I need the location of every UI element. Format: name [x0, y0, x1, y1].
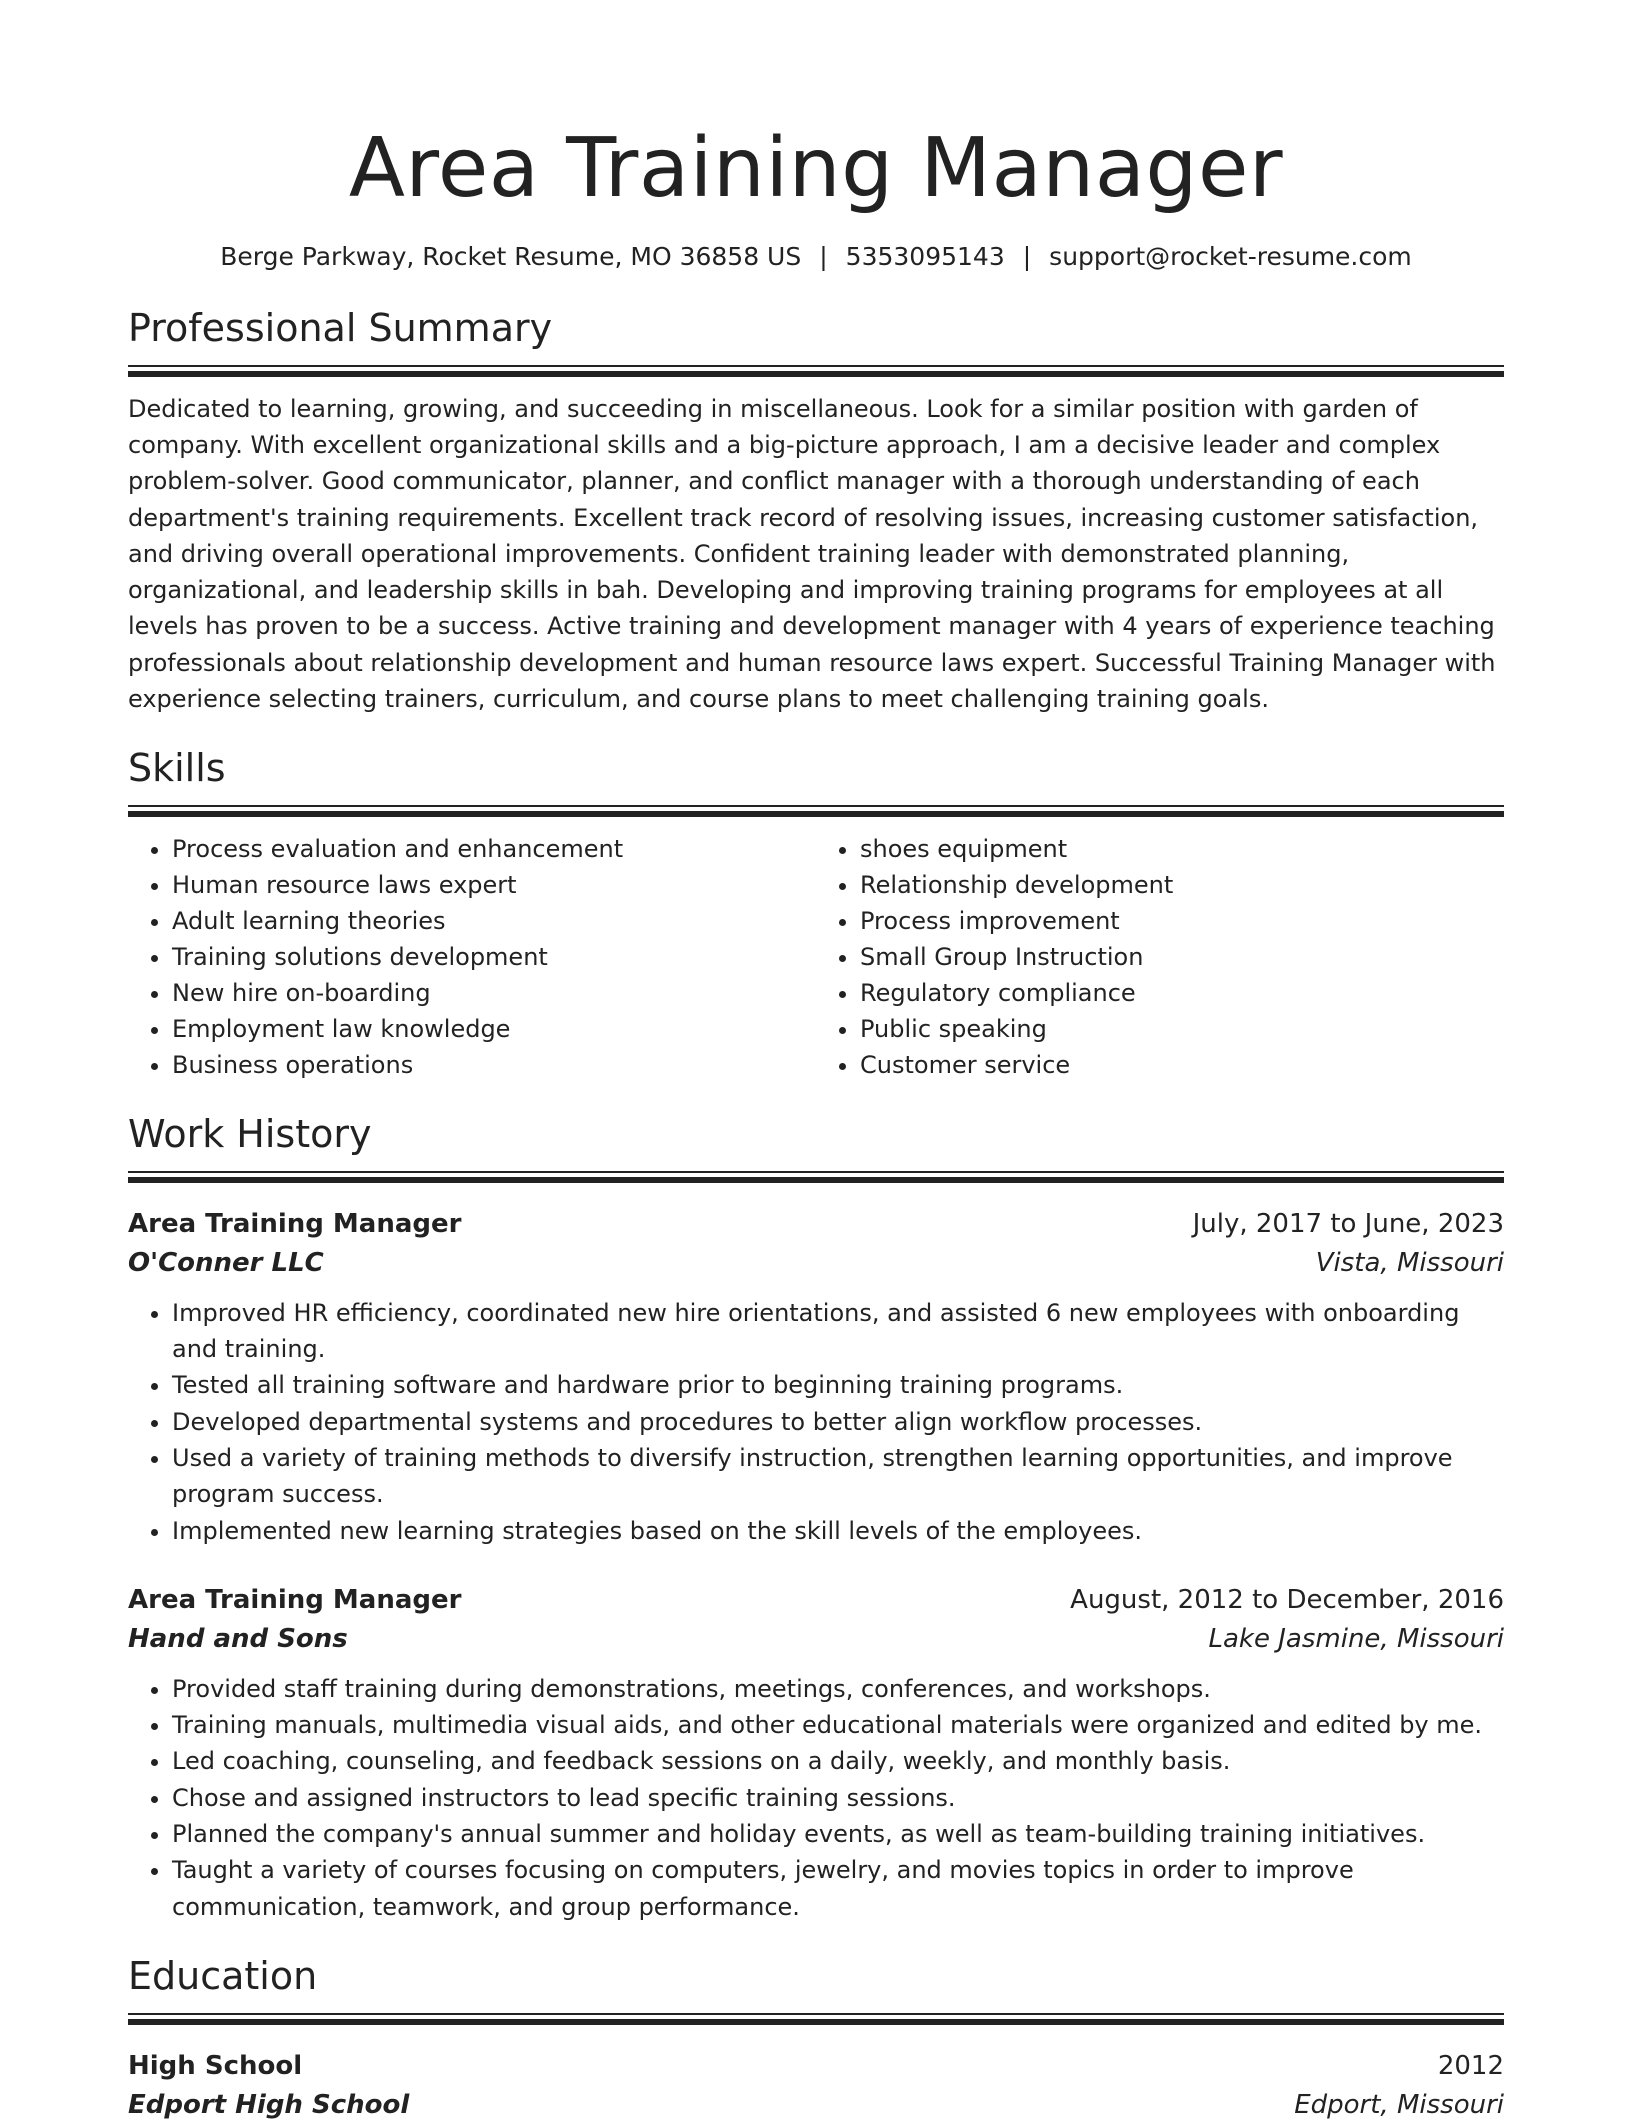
job-entry — [128, 1581, 1504, 1925]
skills-heading: Skills — [128, 746, 226, 791]
education-school: Edport High School — [128, 2089, 410, 2120]
skills-list-right — [816, 831, 1504, 1083]
section-divider — [128, 2013, 1504, 2025]
job-header — [128, 1581, 1504, 1620]
skill-item: • Training solutions development — [172, 939, 816, 975]
job-company: O'Conner LLC — [128, 1247, 324, 1278]
work-section — [128, 1113, 1504, 1925]
section-divider — [128, 365, 1504, 377]
resume-name: Area Training Manager — [348, 121, 1284, 216]
education-degree: High School — [128, 2050, 303, 2081]
job-bullet: • Training manuals, multimedia visual aids, and other educational materials were organized and edited by me. — [172, 1707, 1504, 1743]
skill-item: • New hire on-boarding — [172, 975, 816, 1011]
skill-item: • shoes equipment — [860, 831, 1504, 867]
skill-item: • Process evaluation and enhancement — [172, 831, 816, 867]
summary-section — [128, 307, 1504, 717]
job-bullet: • Planned the company's annual summer and holiday events, as well as team-building training initiatives. — [172, 1816, 1504, 1852]
skill-item: • Process improvement — [860, 903, 1504, 939]
section-divider — [128, 805, 1504, 817]
job-bullet: • Led coaching, counseling, and feedback sessions on a daily, weekly, and monthly basis. — [172, 1743, 1504, 1779]
contact-line — [128, 242, 1504, 271]
section-divider — [128, 1171, 1504, 1183]
summary-text: Dedicated to learning, growing, and succeeding in miscellaneous. Look for a similar position with garden of company. With excellent organizational skills and a big-picture approach, I am a decisive leader and complex problem-solver. Good communicator, planner, and conflict manager with a thorough understanding of each department's training requirements. Excellent track record of resolving issues, increasing customer satisfaction, and driving overall operational improvements. Confident training leader with demonstrated planning, organizational, and leadership skills in bah. Developing and improving training programs for employees at all levels has proven to be a success. Active training and development manager with 4 years of experience teaching professionals about relationship development and human resource laws expert. Successful Training Manager with experience selecting trainers, curriculum, and course plans to meet challenging training goals. — [128, 394, 1496, 714]
education-year: 2012 — [1437, 2050, 1504, 2081]
contact-address: Berge Parkway, Rocket Resume, MO 36858 US — [220, 242, 802, 271]
education-location: Edport, Missouri — [1294, 2089, 1504, 2120]
job-bullet: • Taught a variety of courses focusing on computers, jewelry, and movies topics in order to improve communication, teamwork, and group performance. — [172, 1852, 1504, 1925]
job-bullet: • Improved HR efficiency, coordinated new hire orientations, and assisted 6 new employees with onboarding and training. — [172, 1295, 1504, 1368]
skills-list-left — [128, 831, 816, 1083]
skills-section — [128, 747, 1504, 1083]
summary-heading: Professional Summary — [128, 306, 553, 350]
contact-email: support@rocket-resume.com — [1049, 242, 1412, 271]
job-subheader — [128, 1620, 1504, 1659]
education-entry — [128, 2047, 1504, 2125]
education-header — [128, 2047, 1504, 2086]
skill-item: • Business operations — [172, 1047, 816, 1083]
work-heading: Work History — [128, 1112, 372, 1157]
job-bullet: • Used a variety of training methods to diversify instruction, strengthen learning opportunities, and improve program success. — [172, 1440, 1504, 1513]
job-title: Area Training Manager — [128, 1208, 462, 1239]
job-bullets — [128, 1671, 1504, 1925]
skill-item: • Regulatory compliance — [860, 975, 1504, 1011]
contact-phone: 5353095143 — [845, 242, 1005, 271]
job-header — [128, 1205, 1504, 1244]
skill-item: • Human resource laws expert — [172, 867, 816, 903]
skill-item: • Public speaking — [860, 1011, 1504, 1047]
job-entry — [128, 1205, 1504, 1549]
skill-item: • Customer service — [860, 1047, 1504, 1083]
job-subheader — [128, 1244, 1504, 1283]
job-bullet: • Chose and assigned instructors to lead specific training sessions. — [172, 1780, 1504, 1816]
education-section — [128, 1955, 1504, 2125]
contact-separator: | — [819, 242, 828, 271]
skill-item: • Small Group Instruction — [860, 939, 1504, 975]
job-bullet: • Provided staff training during demonstrations, meetings, conferences, and workshops. — [172, 1671, 1504, 1707]
job-title: Area Training Manager — [128, 1584, 462, 1615]
skill-item: • Relationship development — [860, 867, 1504, 903]
job-bullet: • Tested all training software and hardware prior to beginning training programs. — [172, 1367, 1504, 1403]
skills-columns — [128, 831, 1504, 1083]
job-location: Lake Jasmine, Missouri — [1208, 1623, 1504, 1654]
job-dates: August, 2012 to December, 2016 — [1070, 1584, 1504, 1615]
education-heading: Education — [128, 1953, 318, 1998]
education-subheader — [128, 2086, 1504, 2125]
job-location: Vista, Missouri — [1315, 1247, 1504, 1278]
job-bullet: • Implemented new learning strategies based on the skill levels of the employees. — [172, 1513, 1504, 1549]
job-dates: July, 2017 to June, 2023 — [1192, 1208, 1504, 1239]
resume-page — [128, 0, 1504, 2125]
job-bullet: • Developed departmental systems and procedures to better align workflow processes. — [172, 1404, 1504, 1440]
job-bullets — [128, 1295, 1504, 1549]
skill-item: • Adult learning theories — [172, 903, 816, 939]
job-company: Hand and Sons — [128, 1623, 348, 1654]
contact-separator: | — [1022, 242, 1032, 271]
skill-item: • Employment law knowledge — [172, 1011, 816, 1047]
